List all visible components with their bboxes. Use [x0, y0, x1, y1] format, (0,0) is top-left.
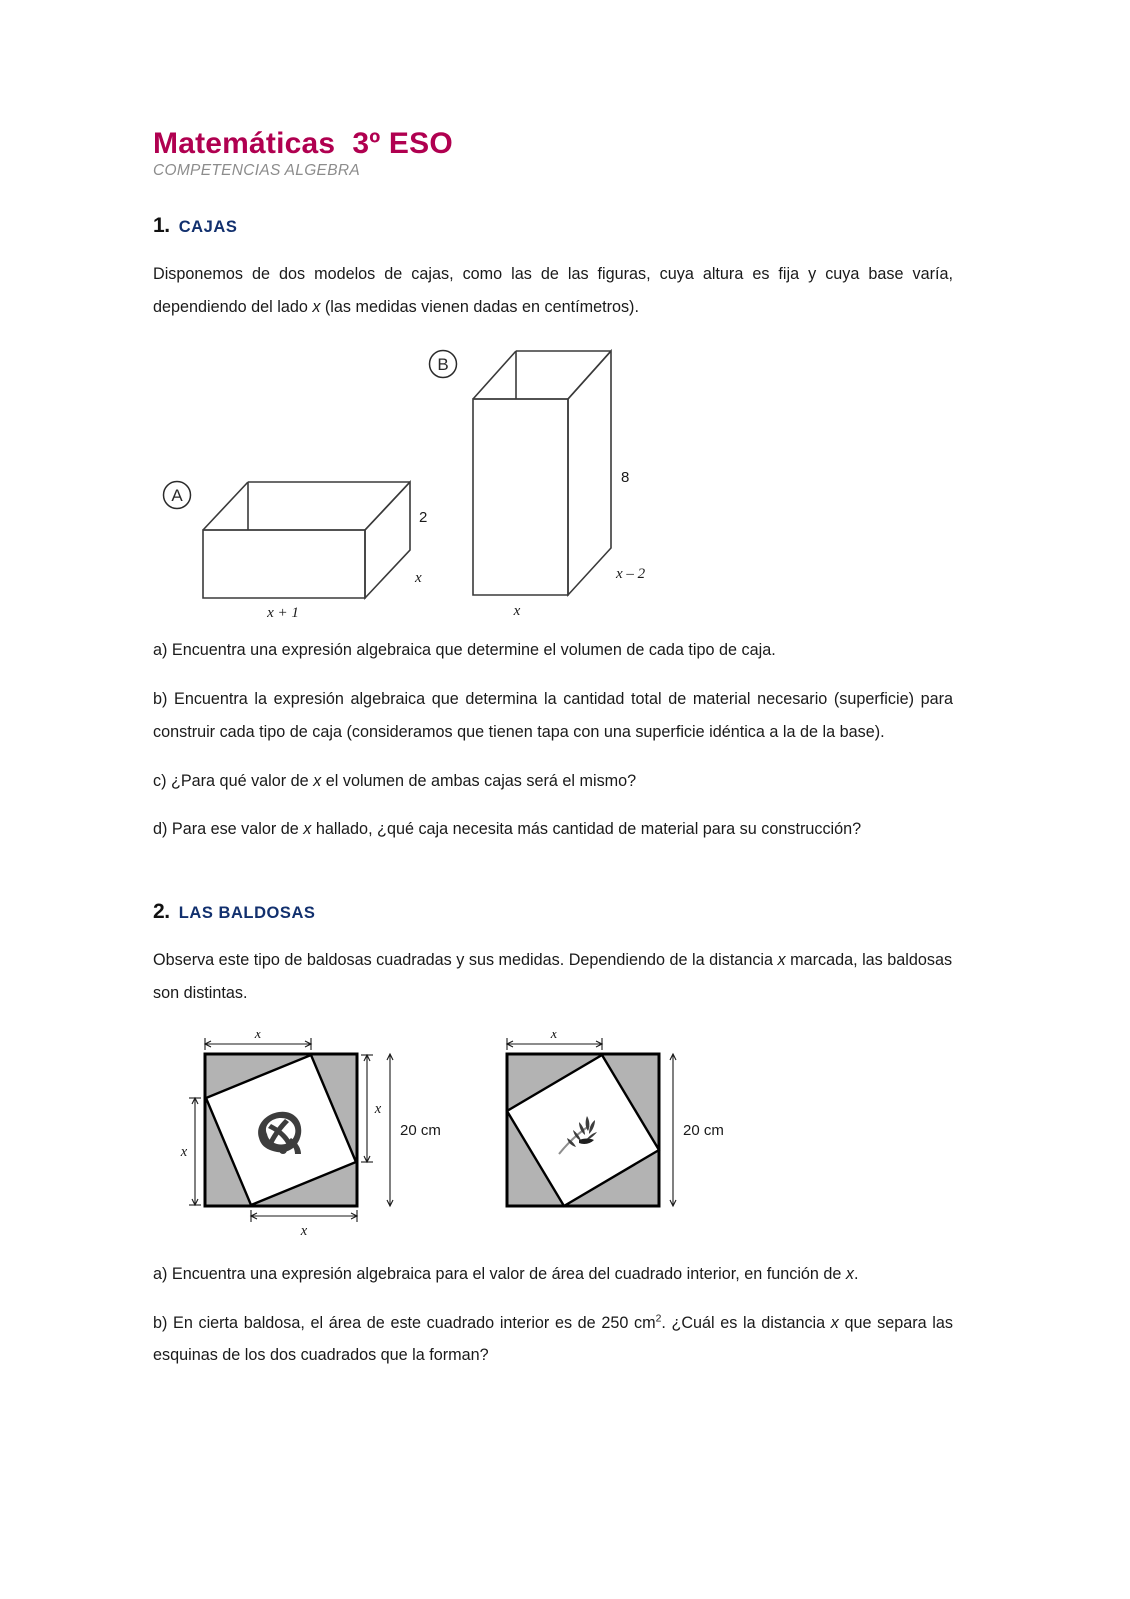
section-1-intro: Disponemos de dos modelos de cajas, como las de las figuras, cuya altura es fija y cuya base varía, dependiendo del lado x (las medidas vienen dadas en centímetros).	[153, 265, 953, 317]
tile-2-side-label: 20 cm	[683, 1121, 724, 1139]
box-a-letter: A	[171, 485, 183, 505]
section-heading-1	[153, 214, 953, 238]
question-1a: a) Encuentra una expresión algebraica que determine el volumen de cada tipo de caja.	[153, 641, 776, 660]
tile-1-dim-side	[387, 1054, 393, 1206]
page-subtitle: COMPETENCIAS ALGEBRA	[153, 162, 360, 180]
box-a-front-face	[203, 530, 365, 598]
question-1c: c) ¿Para qué valor de x el volumen de ambas cajas será el mismo?	[153, 771, 637, 790]
box-a-depth-label: x	[415, 569, 422, 586]
tile-1-x-left: x	[180, 1143, 188, 1160]
tile-2	[507, 1032, 724, 1206]
box-b-right-face	[568, 351, 611, 595]
question-1d: d) Para ese valor de x hallado, ¿qué caja necesita más cantidad de material para su construcción?	[153, 820, 862, 839]
box-b-label-circle	[430, 350, 457, 377]
box-b-letter: B	[437, 354, 449, 374]
question-2b: b) En cierta baldosa, el área de este cuadrado interior es de 250 $cm^2$. ¿Cuál es la distancia x que separa las esquinas de los dos cuadrados que la forman?	[153, 1313, 954, 1365]
tile-2-x-top: x	[550, 1031, 558, 1042]
box-b-height-label: 8	[621, 468, 630, 486]
document-content	[153, 128, 953, 1388]
boxes-svg	[153, 330, 953, 618]
box-b-depth-label: x – 2	[616, 565, 646, 582]
section-1-questions	[153, 634, 953, 846]
question-2a: a) Encuentra una expresión algebraica para el valor de área del cuadrado interior, en función de x.	[153, 1264, 859, 1283]
tile-1-dim-right	[361, 1055, 373, 1162]
tile-1-x-right: x	[374, 1100, 382, 1117]
tile-2-dim-side	[670, 1054, 676, 1206]
figure-boxes	[153, 330, 953, 618]
tile-1-dim-left	[189, 1098, 201, 1205]
tile-1-x-bottom: x	[300, 1222, 308, 1239]
section-2-intro: Observa este tipo de baldosas cuadradas y sus medidas. Dependiendo de la distancia x marcada, las baldosas son distintas.	[153, 951, 953, 1003]
box-a-height-label: 2	[419, 508, 428, 526]
figure-tiles	[153, 1032, 953, 1240]
section-number-2: 2.	[153, 900, 170, 924]
section-2-questions	[153, 1258, 953, 1372]
box-a-top-rim	[203, 482, 410, 530]
tile-1-x-top: x	[254, 1031, 262, 1042]
box-a-label-circle	[164, 481, 191, 508]
box-b-front-face	[473, 399, 568, 595]
box-a-right-face	[365, 482, 410, 598]
section-title-1: CAJAS	[178, 218, 238, 237]
tile-1	[180, 1032, 441, 1239]
tile-1-dim-bottom	[251, 1210, 357, 1222]
page-title: Matemáticas 3º ESO	[153, 127, 453, 160]
section-heading-2	[153, 900, 953, 924]
section-title-2: LAS BALDOSAS	[178, 904, 316, 923]
box-b-width-label: x	[513, 602, 521, 618]
question-1b: b) Encuentra la expresión algebraica que determina la cantidad total de material necesario (superficie) para construir cada tipo de caja (consideramos que tienen tapa con una superficie idéntica a la de la base).	[153, 689, 953, 741]
section-number-1: 1.	[153, 214, 170, 238]
tile-1-side-label: 20 cm	[400, 1121, 441, 1139]
box-a-width-label: x + 1	[267, 604, 299, 618]
tiles-svg	[153, 1032, 953, 1240]
